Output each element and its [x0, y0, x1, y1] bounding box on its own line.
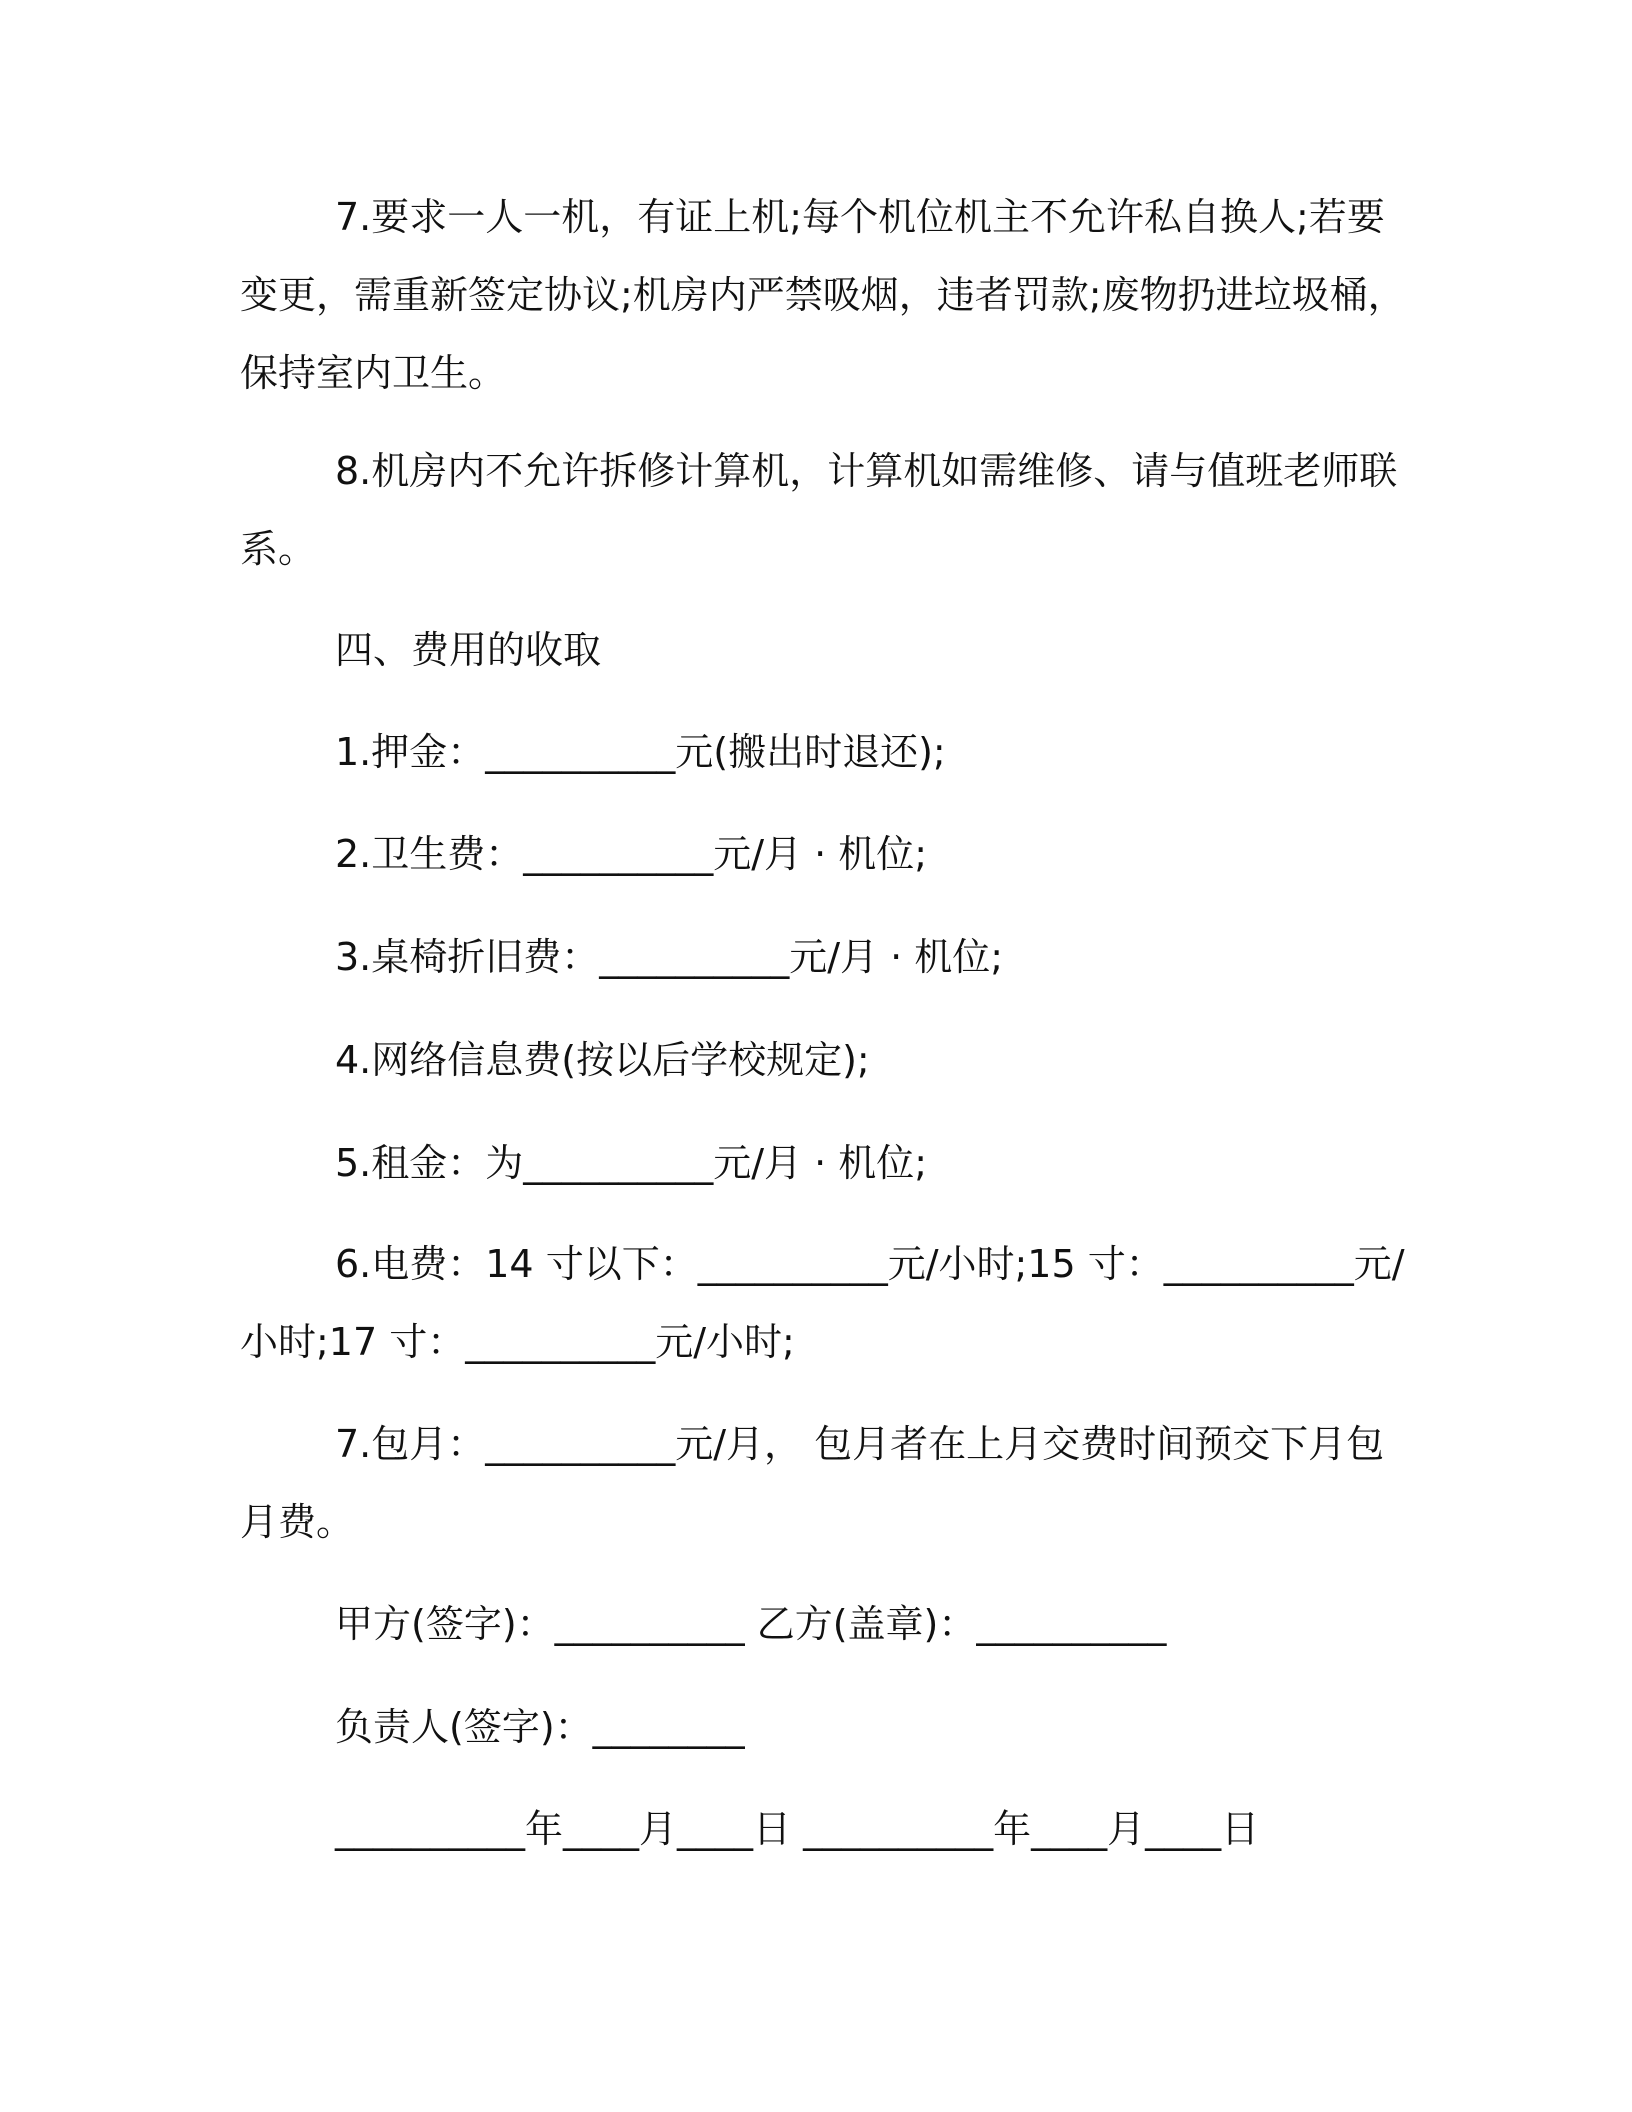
text-line: 保持室内卫生。: [240, 351, 507, 395]
section-heading-fees: [240, 611, 1370, 689]
fee-item-hygiene: [240, 815, 1370, 893]
paragraph-rule-8: [240, 432, 1398, 588]
text-line: 甲方(签字)：__________ 乙方(盖章)：__________: [335, 1602, 1167, 1646]
text-line: __________年____月____日 __________年____月____日: [335, 1807, 1260, 1851]
fee-item-depreciation: [240, 918, 1370, 996]
text-line: 5.租金：为__________元/月 · 机位;: [335, 1141, 928, 1185]
text-line: 4.网络信息费(按以后学校规定);: [335, 1038, 870, 1082]
text-line: 系。: [240, 527, 317, 571]
text-line: 负责人(签字)：________: [335, 1705, 745, 1749]
text-line: 小时;17 寸：__________元/小时;: [240, 1320, 795, 1364]
text-line: 月费。: [240, 1500, 355, 1544]
text-line: 2.卫生费：__________元/月 · 机位;: [335, 832, 928, 876]
text-line: 7.包月：__________元/月， 包月者在上月交费时间预交下月包: [335, 1422, 1385, 1466]
text-line: 1.押金：__________元(搬出时退还);: [335, 730, 946, 774]
text-line: 变更，需重新签定协议;机房内严禁吸烟，违者罚款;废物扔进垃圾桶，: [240, 273, 1406, 317]
fee-item-network: [240, 1021, 1370, 1099]
fee-item-deposit: [240, 713, 1370, 791]
signature-responsible: [240, 1688, 1370, 1766]
text-line: 3.桌椅折旧费：__________元/月 · 机位;: [335, 935, 1004, 979]
heading-text: 四、费用的收取: [335, 628, 602, 672]
fee-item-monthly: [240, 1405, 1385, 1561]
signature-dates: [240, 1790, 1370, 1868]
text-line: 8.机房内不允许拆修计算机，计算机如需维修、请与值班老师联: [335, 449, 1398, 493]
signature-parties: [240, 1585, 1370, 1663]
fee-item-electricity: [240, 1225, 1405, 1381]
text-line: 7.要求一人一机，有证上机;每个机位机主不允许私自换人;若要: [335, 195, 1385, 239]
paragraph-rule-7: [240, 178, 1406, 412]
text-line: 6.电费：14 寸以下：__________元/小时;15 寸：__________元/: [335, 1242, 1405, 1286]
fee-item-rent: [240, 1124, 1370, 1202]
